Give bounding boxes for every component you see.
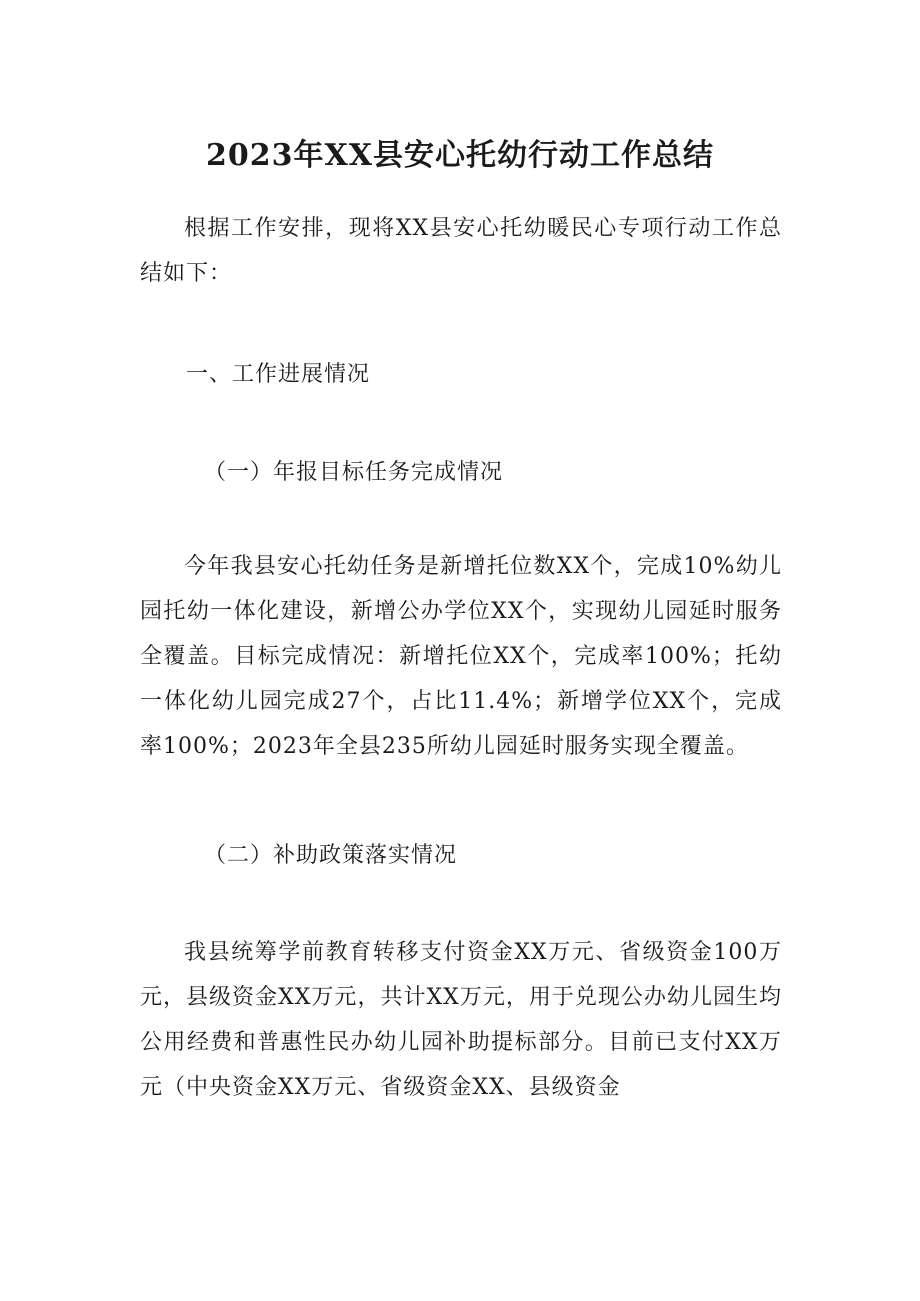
subsection-body-1: 今年我县安心托幼任务是新增托位数XX个，完成10%幼儿园托幼一体化建设，新增公办学位XX个，实现幼儿园延时服务全覆盖。目标完成情况：新增托位XX个，完成率100%；托幼一体化幼儿园完成27个，占比11.4%；新增学位XX个，完成率100%；2023年全县235所幼儿园延时服务实现全覆盖。 bbox=[140, 554, 782, 759]
document-title: 2023年XX县安心托幼行动工作总结 bbox=[205, 138, 715, 173]
subsection-heading-1: （一）年报目标任务完成情况 bbox=[204, 460, 504, 485]
section-heading-1: 一、工作进展情况 bbox=[186, 362, 371, 387]
subsection-heading-2: （二）补助政策落实情况 bbox=[204, 843, 458, 868]
subsection-body-2: 我县统筹学前教育转移支付资金XX万元、省级资金100万元，县级资金XX万元，共计XX万元，用于兑现公办幼儿园生均公用经费和普惠性民办幼儿园补助提标部分。目前已支付XX万元（中央资金XX万元、省级资金XX、县级资金 bbox=[140, 940, 782, 1100]
intro-paragraph: 根据工作安排，现将XX县安心托幼暖民心专项行动工作总结如下： bbox=[140, 216, 782, 286]
